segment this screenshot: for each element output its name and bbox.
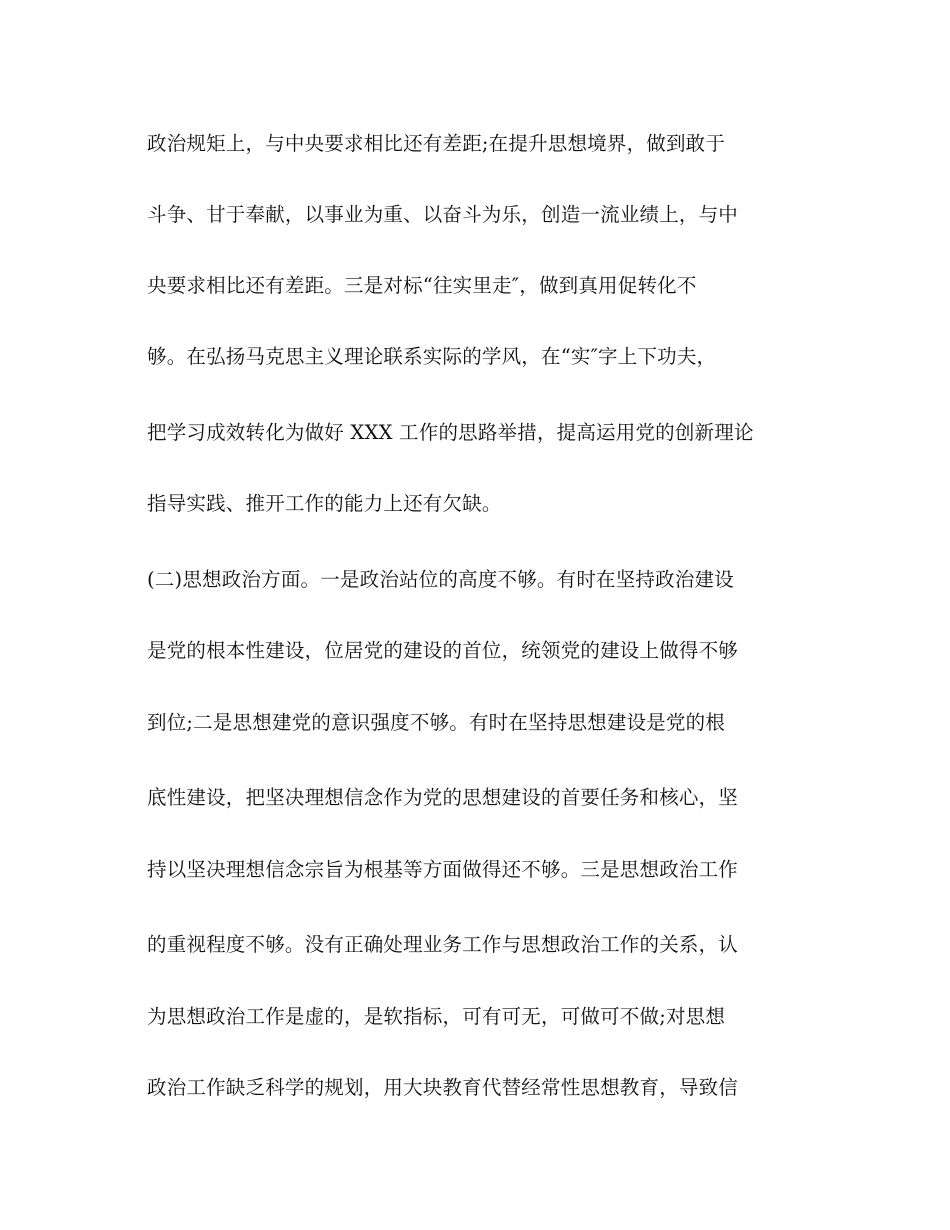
paragraph-line: 的重视程度不够。没有正确处理业务工作与思想政治工作的关系，认: [147, 933, 739, 956]
paragraph-line: 够。在弘扬马克思主义理论联系实际的学风，在“实″字上下功夫，: [147, 345, 717, 368]
paragraph-line: 斗争、甘于奉献，以事业为重、以奋斗为乐，创造一流业绩上，与中: [147, 203, 739, 226]
paragraph-line: 到位;二是思想建党的意识强度不够。有时在坚持思想建设是党的根: [147, 711, 726, 734]
paragraph-line: 政治工作缺乏科学的规划，用大块教育代替经常性思想教育，导致信: [147, 1076, 739, 1099]
paragraph-line: 政治规矩上，与中央要求相比还有差距;在提升思想境界，做到敢于: [147, 132, 726, 155]
paragraph-line: 底性建设，把坚决理想信念作为党的思想建设的首要任务和核心，坚: [147, 786, 739, 809]
section-heading-line: (二)思想政治方面。一是政治站位的高度不够。有时在坚持政治建设: [147, 568, 734, 591]
paragraph-line: 把学习成效转化为做好 XXX 工作的思路举措，提高运用党的创新理论: [147, 421, 754, 444]
paragraph-line: 为思想政治工作是虚的，是软指标，可有可无，可做可不做;对思想: [147, 1005, 726, 1028]
paragraph-line: 央要求相比还有差距。三是对标“往实里走″，做到真用促转化不: [147, 274, 697, 297]
paragraph-line: 指导实践、推开工作的能力上还有欠缺。: [147, 492, 502, 515]
paragraph-line: 是党的根本性建设，位居党的建设的首位，统领党的建设上做得不够: [147, 639, 739, 662]
paragraph-line: 持以坚决理想信念宗旨为根基等方面做得还不够。三是思想政治工作: [147, 858, 739, 881]
